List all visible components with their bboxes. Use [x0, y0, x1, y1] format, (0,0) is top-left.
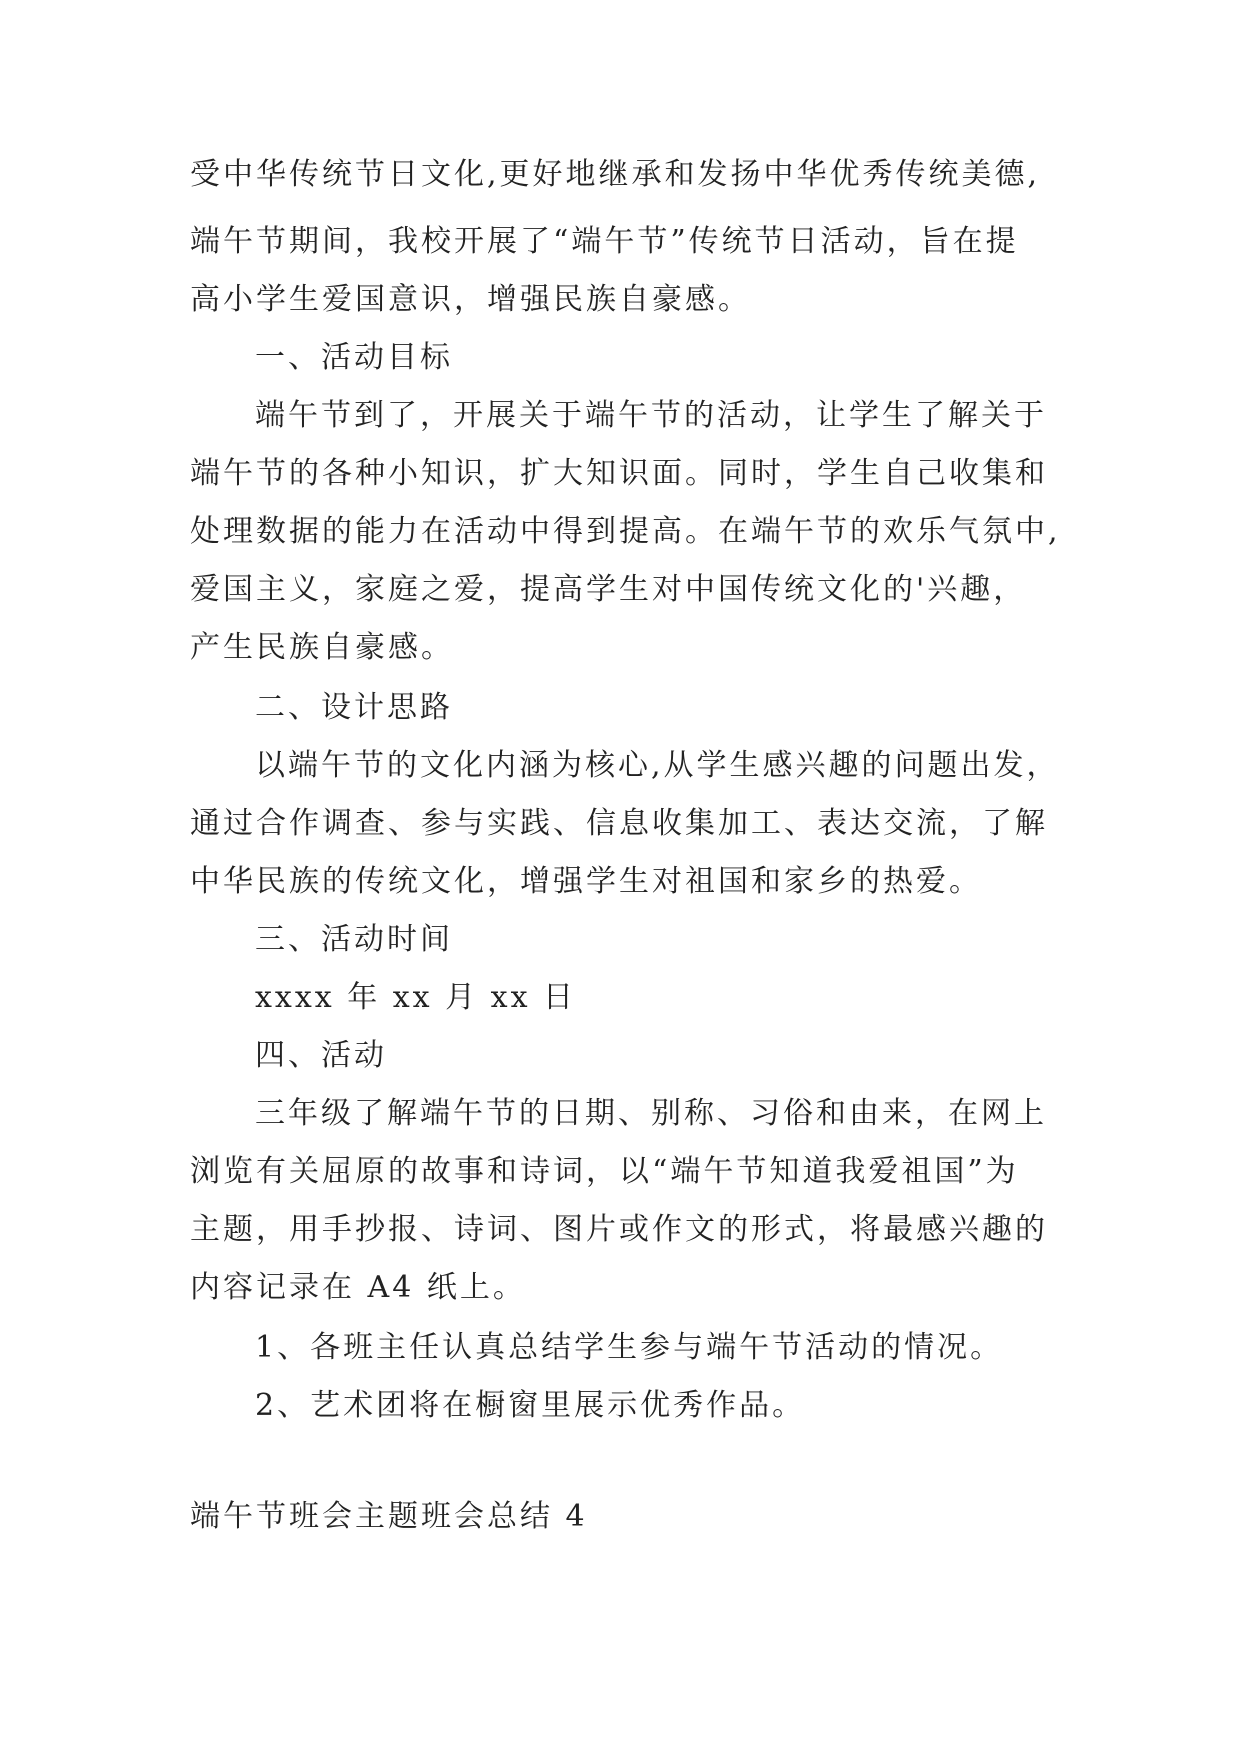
goals-line-2: 端午节的各种小知识，扩大知识面。同时，学生自己收集和 [190, 456, 1048, 491]
intro-line-1: 受中华传统节日文化,更好地继承和发扬中华优秀传统美德, [190, 157, 1041, 192]
design-line-3: 中华民族的传统文化，增强学生对祖国和家乡的热爱。 [190, 864, 982, 899]
section-heading-activity: 四、活动 [255, 1038, 387, 1073]
activity-line-3: 主题，用手抄报、诗词、图片或作文的形式，将最感兴趣的 [190, 1212, 1048, 1247]
intro-line-2: 端午节期间，我校开展了“端午节”传统节日活动，旨在提 [190, 224, 1019, 259]
intro-line-3: 高小学生爱国意识，增强民族自豪感。 [190, 282, 751, 317]
next-section-title: 端午节班会主题班会总结 4 [190, 1499, 588, 1534]
section-heading-goals: 一、活动目标 [255, 340, 453, 375]
activity-line-1: 三年级了解端午节的日期、别称、习俗和由来，在网上 [255, 1096, 1047, 1131]
section-heading-design: 二、设计思路 [255, 690, 453, 725]
activity-item-2: 2、艺术团将在橱窗里展示优秀作品。 [255, 1388, 806, 1423]
activity-item-1: 1、各班主任认真总结学生参与端午节活动的情况。 [255, 1330, 1004, 1365]
goals-line-3: 处理数据的能力在活动中得到提高。在端午节的欢乐气氛中, [190, 514, 1061, 549]
activity-date: xxxx 年 xx 月 xx 日 [255, 980, 577, 1015]
activity-line-4: 内容记录在 A4 纸上。 [190, 1270, 526, 1305]
goals-line-4: 爱国主义，家庭之爱，提高学生对中国传统文化的'兴趣， [190, 572, 1027, 607]
activity-line-2: 浏览有关屈原的故事和诗词，以“端午节知道我爱祖国”为 [190, 1154, 1019, 1189]
goals-line-5: 产生民族自豪感。 [190, 630, 454, 665]
design-line-1: 以端午节的文化内涵为核心,从学生感兴趣的问题出发， [255, 748, 1060, 783]
goals-line-1: 端午节到了，开展关于端午节的活动，让学生了解关于 [255, 398, 1047, 433]
section-heading-time: 三、活动时间 [255, 922, 453, 957]
design-line-2: 通过合作调查、参与实践、信息收集加工、表达交流，了解 [190, 806, 1048, 841]
